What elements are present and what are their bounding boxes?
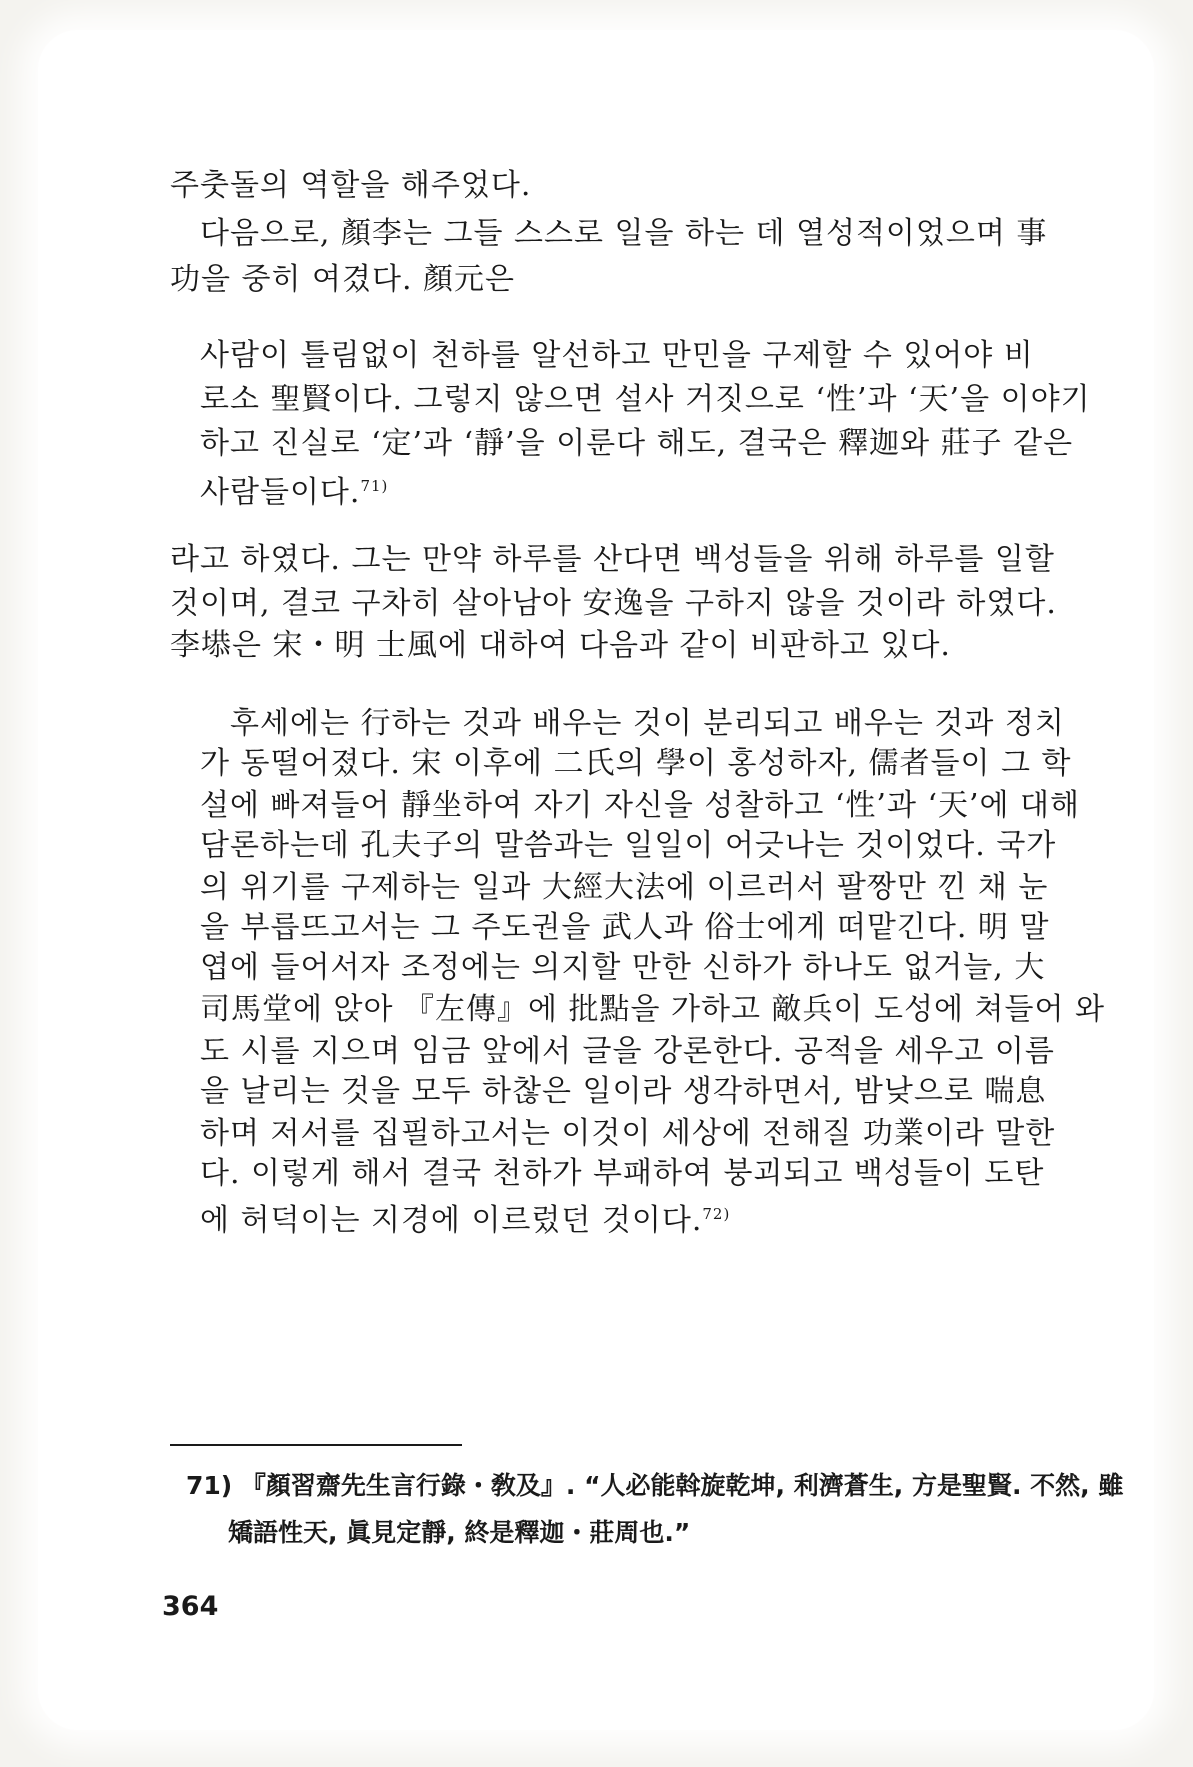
body-text-line: 것이며, 결코 구차히 살아남아 安逸을 구하지 않을 것이라 하였다.	[170, 586, 1057, 621]
block-quote-line: 도 시를 지으며 임금 앞에서 글을 강론한다. 공적을 세우고 이름	[200, 1034, 1055, 1069]
body-text-line: 라고 하였다. 그는 만약 하루를 산다면 백성들을 위해 하루를 일할	[170, 542, 1055, 577]
page-number: 364	[162, 1591, 219, 1622]
block-quote-line: 하고 진실로 ‘定’과 ‘靜’을 이룬다 해도, 결국은 釋迦와 莊子 같은	[200, 426, 1074, 461]
block-quote-line: 후세에는 行하는 것과 배우는 것이 분리되고 배우는 것과 정치	[230, 706, 1065, 741]
footnote-line: 71) 『顏習齋先生言行錄・敎及』. “人必能斡旋乾坤, 利濟蒼生, 方是聖賢. 不然, 雖	[186, 1471, 1124, 1500]
block-quote-line: 을 부릅뜨고서는 그 주도권을 武人과 俗士에게 떠맡긴다. 明 말	[200, 910, 1050, 945]
block-quote-line	[200, 468, 388, 511]
block-quote-line: 엽에 들어서자 조정에는 의지할 만한 신하가 하나도 없거늘, 大	[200, 950, 1046, 985]
block-quote-line: 가 동떨어졌다. 宋 이후에 二氏의 學이 홍성하자, 儒者들이 그 학	[200, 746, 1072, 781]
quote-text: 에 허덕이는 지경에 이르렀던 것이다.	[200, 1203, 703, 1238]
block-quote-line: 하며 저서를 집필하고서는 이것이 세상에 전해질 功業이라 말한	[200, 1116, 1056, 1151]
footnote-divider	[170, 1444, 462, 1446]
block-quote-line: 사람이 틀림없이 천하를 알선하고 만민을 구제할 수 있어야 비	[200, 338, 1034, 373]
body-text-line: 功을 중히 여겼다. 顏元은	[170, 262, 516, 297]
body-text-line: 다음으로, 顏李는 그들 스스로 일을 하는 데 열성적이었으며 事	[200, 216, 1048, 251]
footnote-reference: 72)	[702, 1205, 731, 1223]
block-quote-line: 의 위기를 구제하는 일과 大經大法에 이르러서 팔짱만 낀 채 눈	[200, 870, 1049, 905]
body-text-line: 주춧돌의 역할을 해주었다.	[170, 168, 532, 203]
block-quote-line: 다. 이렇게 해서 결국 천하가 부패하여 붕괴되고 백성들이 도탄	[200, 1156, 1045, 1191]
block-quote-line: 설에 빠져들어 靜坐하여 자기 자신을 성찰하고 ‘性’과 ‘天’에 대해	[200, 788, 1081, 823]
block-quote-line	[200, 1196, 730, 1239]
block-quote-line: 을 날리는 것을 모두 하찮은 일이라 생각하면서, 밤낮으로 喘息	[200, 1074, 1047, 1109]
body-text-line: 李塨은 宋・明 士風에 대하여 다음과 같이 비판하고 있다.	[170, 628, 951, 663]
footnote-reference: 71)	[360, 477, 389, 495]
block-quote-line: 司馬堂에 앉아 『左傳』에 批點을 가하고 敵兵이 도성에 쳐들어 와	[200, 992, 1105, 1027]
block-quote-line: 로소 聖賢이다. 그렇지 않으면 설사 거짓으로 ‘性’과 ‘天’을 이야기	[200, 382, 1091, 417]
footnote-line: 矯語性天, 眞見定靜, 終是釋迦・莊周也.”	[228, 1518, 691, 1547]
block-quote-line: 담론하는데 孔夫子의 말씀과는 일일이 어긋나는 것이었다. 국가	[200, 828, 1057, 863]
quote-text: 사람들이다.	[200, 475, 361, 510]
